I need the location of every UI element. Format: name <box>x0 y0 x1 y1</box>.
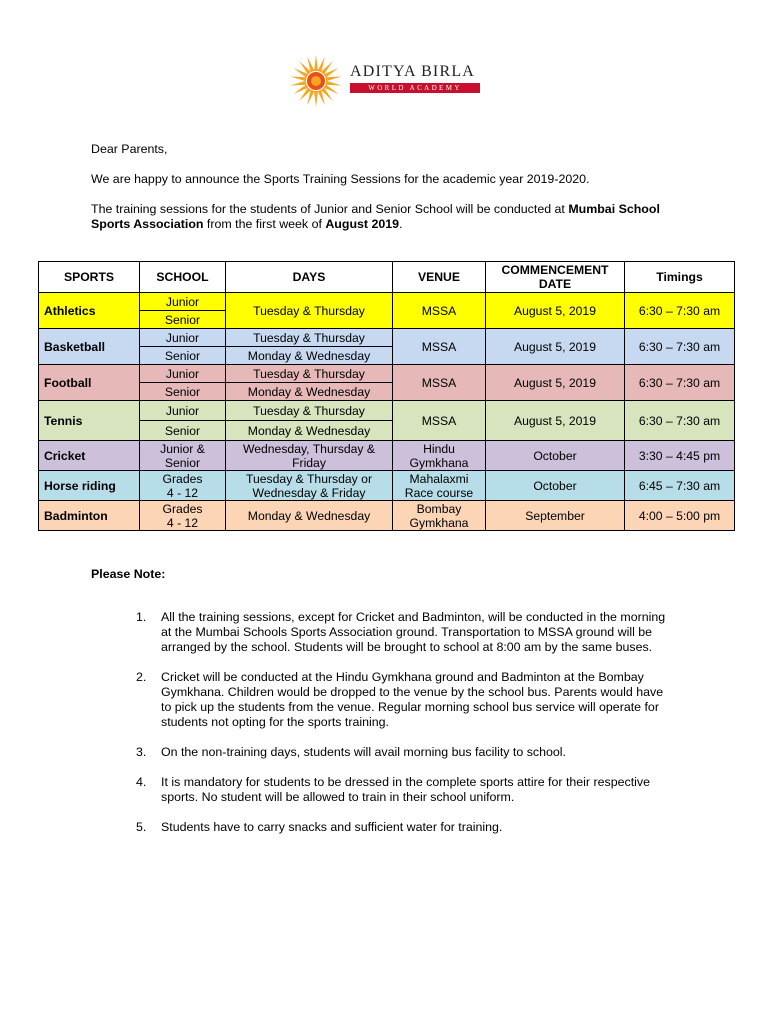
date-cell: August 5, 2019 <box>486 365 625 401</box>
header-timings: Timings <box>625 262 735 293</box>
days-cell: Tuesday & Thursday <box>226 365 393 383</box>
note-text: Students have to carry snacks and sufficient water for training. <box>161 820 503 834</box>
sport-name: Cricket <box>39 441 140 471</box>
school-cell: Junior <box>140 365 226 383</box>
header-commencement-date: COMMENCEMENT DATE <box>486 262 625 293</box>
table-row <box>39 365 735 383</box>
note-number: 5. <box>136 820 147 834</box>
table-row <box>39 401 735 421</box>
timing-cell: 6:45 – 7:30 am <box>625 471 735 501</box>
school-cell <box>140 471 226 501</box>
sport-name: Badminton <box>39 501 140 531</box>
intro-paragraph: We are happy to announce the Sports Training Sessions for the academic year 2019-2020. <box>91 172 590 186</box>
venue-line1: Hindu <box>423 441 455 456</box>
note-number: 3. <box>136 745 147 759</box>
timing-cell: 6:30 – 7:30 am <box>625 329 735 365</box>
note-text: Cricket will be conducted at the Hindu Gymkhana ground and Badminton at the Bombay Gymkhana. Children would be dropped to the venue by the school bus. Parents would have to pick up the students from the venue. Regular morning school bus service will operate for students not opting for the sports training. <box>161 670 664 729</box>
school-logo <box>286 54 486 108</box>
days-line2: Wednesday & Friday <box>252 485 366 500</box>
sport-name: Basketball <box>39 329 140 365</box>
school-cell: Junior <box>140 329 226 347</box>
list-item <box>136 820 676 835</box>
header-days: DAYS <box>226 262 393 293</box>
school-cell: Junior <box>140 401 226 421</box>
date-cell: August 5, 2019 <box>486 401 625 441</box>
table-row <box>39 441 735 471</box>
venue-line2: Race course <box>404 485 474 500</box>
logo-name: ADITYA BIRLA <box>350 63 476 80</box>
logo-subtitle: WORLD ACADEMY <box>350 83 480 93</box>
days-line2: Friday <box>292 455 326 470</box>
list-item <box>136 670 676 730</box>
month-bold: August 2019 <box>325 217 400 231</box>
training-paragraph <box>91 202 691 232</box>
training-text-part1: The training sessions for the students of Junior and Senior School will be conducted at <box>91 202 569 216</box>
school-line2: 4 - 12 <box>166 485 199 500</box>
school-line1: Junior & <box>160 441 205 456</box>
venue-line1: Bombay <box>416 501 462 516</box>
note-number: 1. <box>136 610 147 624</box>
timing-cell: 6:30 – 7:30 am <box>625 365 735 401</box>
training-text-part2: from the first week of <box>203 217 326 231</box>
sun-emblem-icon <box>286 54 346 108</box>
note-text: All the training sessions, except for Cricket and Badminton, will be conducted in the morning at the Mumbai Schools Sports Association ground. Transportation to MSSA ground will be arranged by the school. Students will be brought to school at 8:00 am by the same buses. <box>161 610 666 654</box>
timing-cell: 3:30 – 4:45 pm <box>625 441 735 471</box>
notes-list <box>136 610 676 850</box>
school-line2: Senior <box>164 455 201 470</box>
table-row <box>39 471 735 501</box>
days-line1: Tuesday & Thursday or <box>246 471 372 486</box>
training-text-part3: . <box>399 217 403 231</box>
venue-line2: Gymkhana <box>409 455 469 470</box>
school-line1: Grades <box>162 501 203 516</box>
note-number: 4. <box>136 775 147 789</box>
venue-cell: MSSA <box>393 365 486 401</box>
days-line1: Wednesday, Thursday & <box>242 441 376 456</box>
school-line1: Grades <box>162 471 203 486</box>
venue-cell <box>393 501 486 531</box>
sport-name: Athletics <box>39 293 140 329</box>
header-school: SCHOOL <box>140 262 226 293</box>
venue-cell <box>393 441 486 471</box>
note-text: It is mandatory for students to be dressed in the complete sports attire for their respective sports. No student will be allowed to train in their school uniform. <box>161 775 650 804</box>
date-cell: August 5, 2019 <box>486 329 625 365</box>
sport-name: Tennis <box>39 401 140 441</box>
venue-cell: MSSA <box>393 293 486 329</box>
school-cell <box>140 441 226 471</box>
sport-name: Football <box>39 365 140 401</box>
days-cell: Tuesday & Thursday <box>226 329 393 347</box>
header-venue: VENUE <box>393 262 486 293</box>
table-row <box>39 293 735 311</box>
school-cell: Senior <box>140 383 226 401</box>
venue-line2: Gymkhana <box>409 515 469 530</box>
date-cell: October <box>486 471 625 501</box>
days-cell: Tuesday & Thursday <box>226 293 393 329</box>
date-cell: August 5, 2019 <box>486 293 625 329</box>
days-cell: Monday & Wednesday <box>226 347 393 365</box>
days-cell: Monday & Wednesday <box>226 383 393 401</box>
venue-cell: MSSA <box>393 329 486 365</box>
date-cell: October <box>486 441 625 471</box>
table-header-row <box>39 262 735 293</box>
school-line2: 4 - 12 <box>166 515 199 530</box>
venue-cell <box>393 471 486 501</box>
timing-cell: 6:30 – 7:30 am <box>625 401 735 441</box>
days-cell <box>226 471 393 501</box>
timing-cell: 4:00 – 5:00 pm <box>625 501 735 531</box>
school-cell <box>140 501 226 531</box>
header-sports: SPORTS <box>39 262 140 293</box>
days-cell: Monday & Wednesday <box>226 421 393 441</box>
sport-name: Horse riding <box>39 471 140 501</box>
note-number: 2. <box>136 670 147 684</box>
list-item <box>136 775 676 805</box>
school-cell: Senior <box>140 311 226 329</box>
date-cell: September <box>486 501 625 531</box>
greeting: Dear Parents, <box>91 142 168 156</box>
venue-line1: Mahalaxmi <box>409 471 469 486</box>
list-item <box>136 745 676 760</box>
notes-title: Please Note: <box>91 567 166 581</box>
days-cell: Monday & Wednesday <box>226 501 393 531</box>
school-cell: Senior <box>140 421 226 441</box>
venue-bold: Mumbai School Sports Association <box>91 202 660 231</box>
table-row <box>39 329 735 347</box>
school-cell: Junior <box>140 293 226 311</box>
school-cell: Senior <box>140 347 226 365</box>
sports-schedule-table <box>38 261 735 531</box>
table-row <box>39 501 735 531</box>
timing-cell: 6:30 – 7:30 am <box>625 293 735 329</box>
list-item <box>136 610 676 655</box>
venue-cell: MSSA <box>393 401 486 441</box>
days-cell <box>226 441 393 471</box>
note-text: On the non-training days, students will avail morning bus facility to school. <box>161 745 566 759</box>
days-cell: Tuesday & Thursday <box>226 401 393 421</box>
